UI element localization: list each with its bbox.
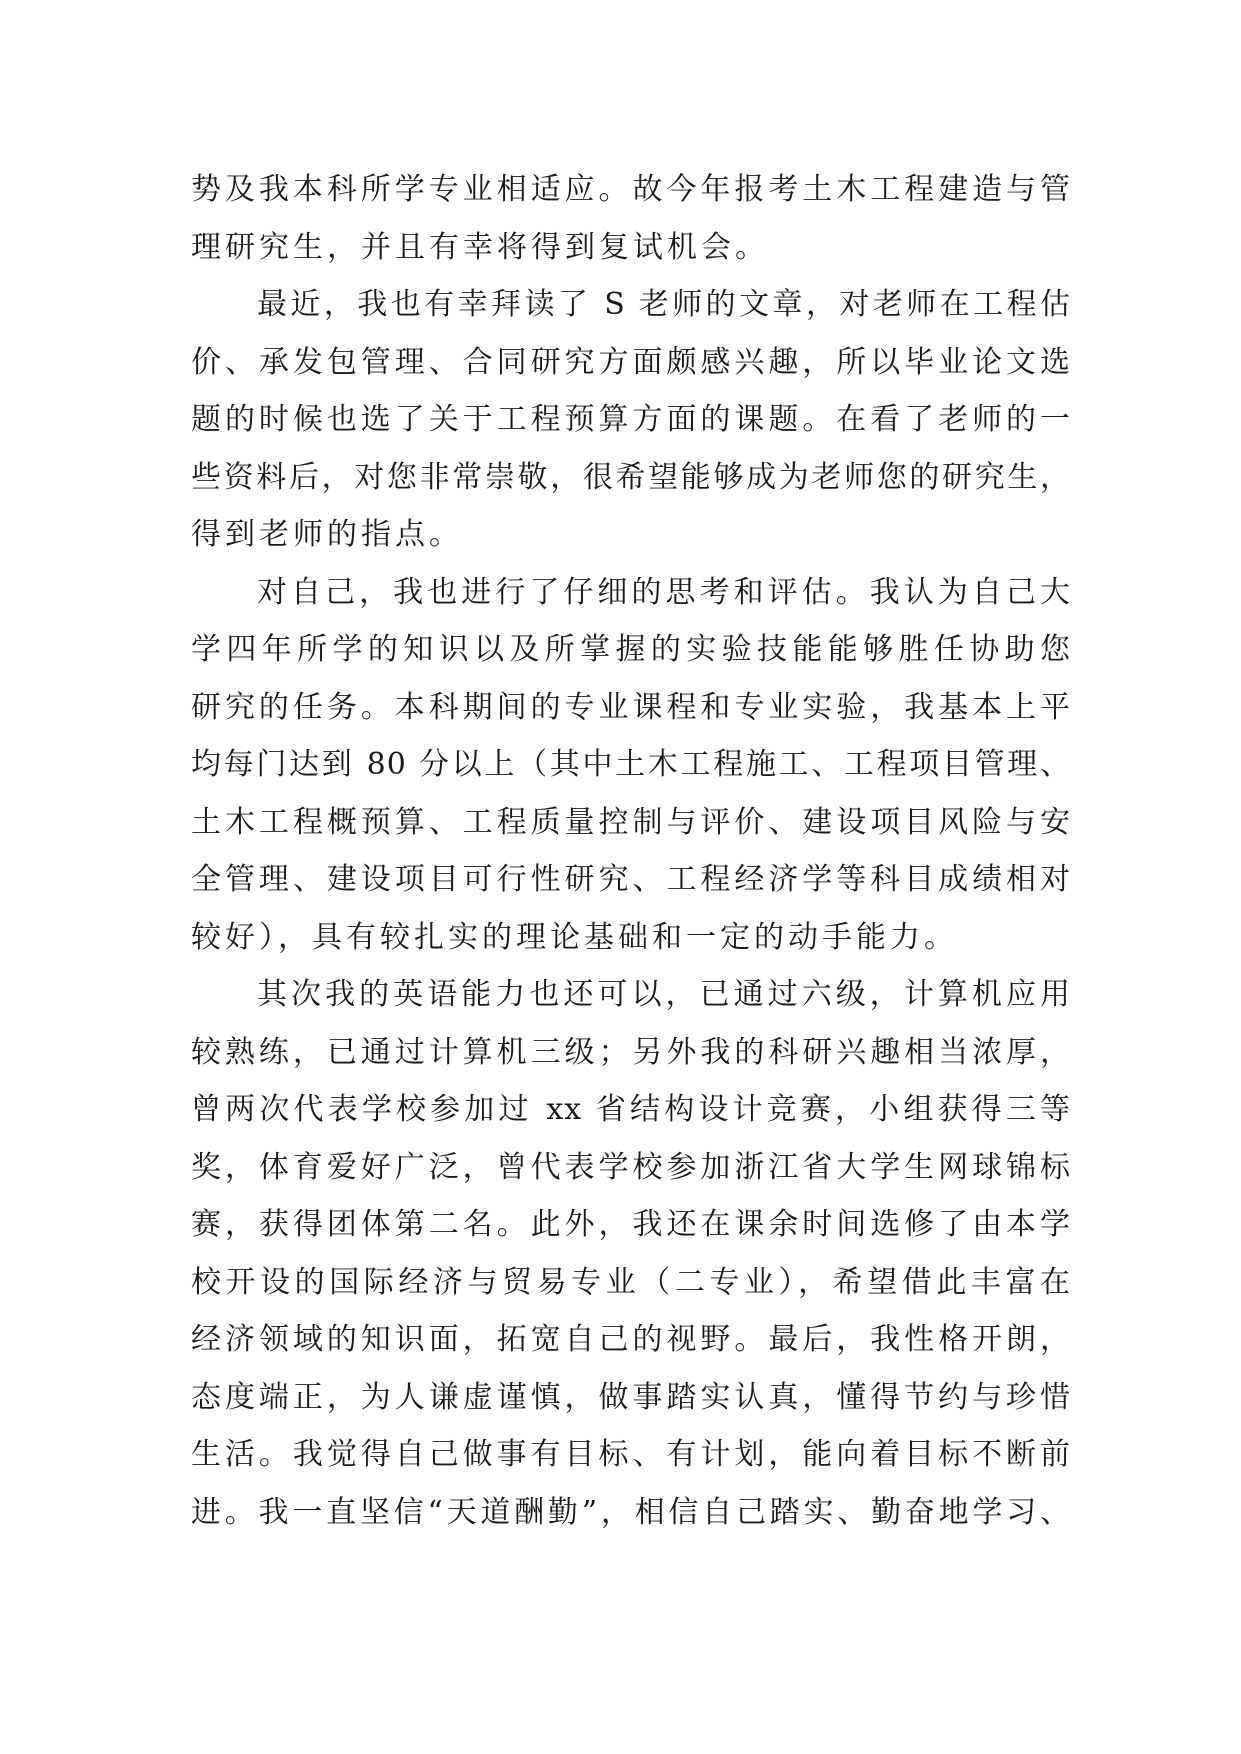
text-line: 得到老师的指点。 [191, 517, 463, 552]
text-line: 校开设的国际经济与贸易专业（二专业），希望借此丰富在 [191, 1264, 1071, 1300]
text-line: 些资料后，对您非常崇敬，很希望能够成为老师您的研究生， [191, 459, 1071, 495]
text-line: 理研究生，并且有幸将得到复试机会。 [191, 229, 769, 265]
text-line: 全管理、建设项目可行性研究、工程经济学等科目成绩相对 [191, 862, 1071, 897]
text-line: 土木工程概预算、工程质量控制与评价、建设项目风险与安 [191, 804, 1071, 840]
text-line: 题的时候也选了关于工程预算方面的课题。在看了老师的一 [191, 402, 1071, 437]
paragraph-first-line: 其次我的英语能力也还可以，已通过六级，计算机应用 [257, 977, 1071, 1012]
text-line: 研究的任务。本科期间的专业课程和专业实验，我基本上平 [191, 689, 1071, 725]
text-line: 均每门达到 80 分以上（其中土木工程施工、工程项目管理、 [191, 747, 1071, 782]
text-line: 生活。我觉得自己做事有目标、有计划，能向着目标不断前 [191, 1437, 1071, 1472]
paragraph-first-line: 最近，我也有幸拜读了 S 老师的文章，对老师在工程估 [257, 287, 1071, 322]
text-line: 势及我本科所学专业相适应。故今年报考土木工程建造与管 [191, 172, 1071, 207]
text-line: 经济领域的知识面，拓宽自己的视野。最后，我性格开朗， [191, 1322, 1071, 1357]
text-line: 曾两次代表学校参加过 xx 省结构设计竞赛，小组获得三等 [191, 1092, 1071, 1127]
paragraph-first-line: 对自己，我也进行了仔细的思考和评估。我认为自己大 [257, 574, 1071, 610]
text-line: 赛，获得团体第二名。此外，我还在课余时间选修了由本学 [191, 1207, 1071, 1242]
text-line: 价、承发包管理、合同研究方面颇感兴趣，所以毕业论文选 [191, 344, 1071, 380]
text-line: 进。我一直坚信“天道酬勤”，相信自己踏实、勤奋地学习、 [191, 1494, 1071, 1530]
text-line: 较好），具有较扎实的理论基础和一定的动手能力。 [191, 919, 958, 955]
document-body [191, 161, 1071, 1541]
text-line: 态度端正，为人谦虚谨慎，做事踏实认真，懂得节约与珍惜 [191, 1379, 1071, 1415]
text-line: 较熟练，已通过计算机三级；另外我的科研兴趣相当浓厚， [191, 1034, 1071, 1070]
text-line: 学四年所学的知识以及所掌握的实验技能能够胜任协助您 [191, 632, 1071, 667]
text-line: 奖，体育爱好广泛，曾代表学校参加浙江省大学生网球锦标 [191, 1149, 1071, 1185]
